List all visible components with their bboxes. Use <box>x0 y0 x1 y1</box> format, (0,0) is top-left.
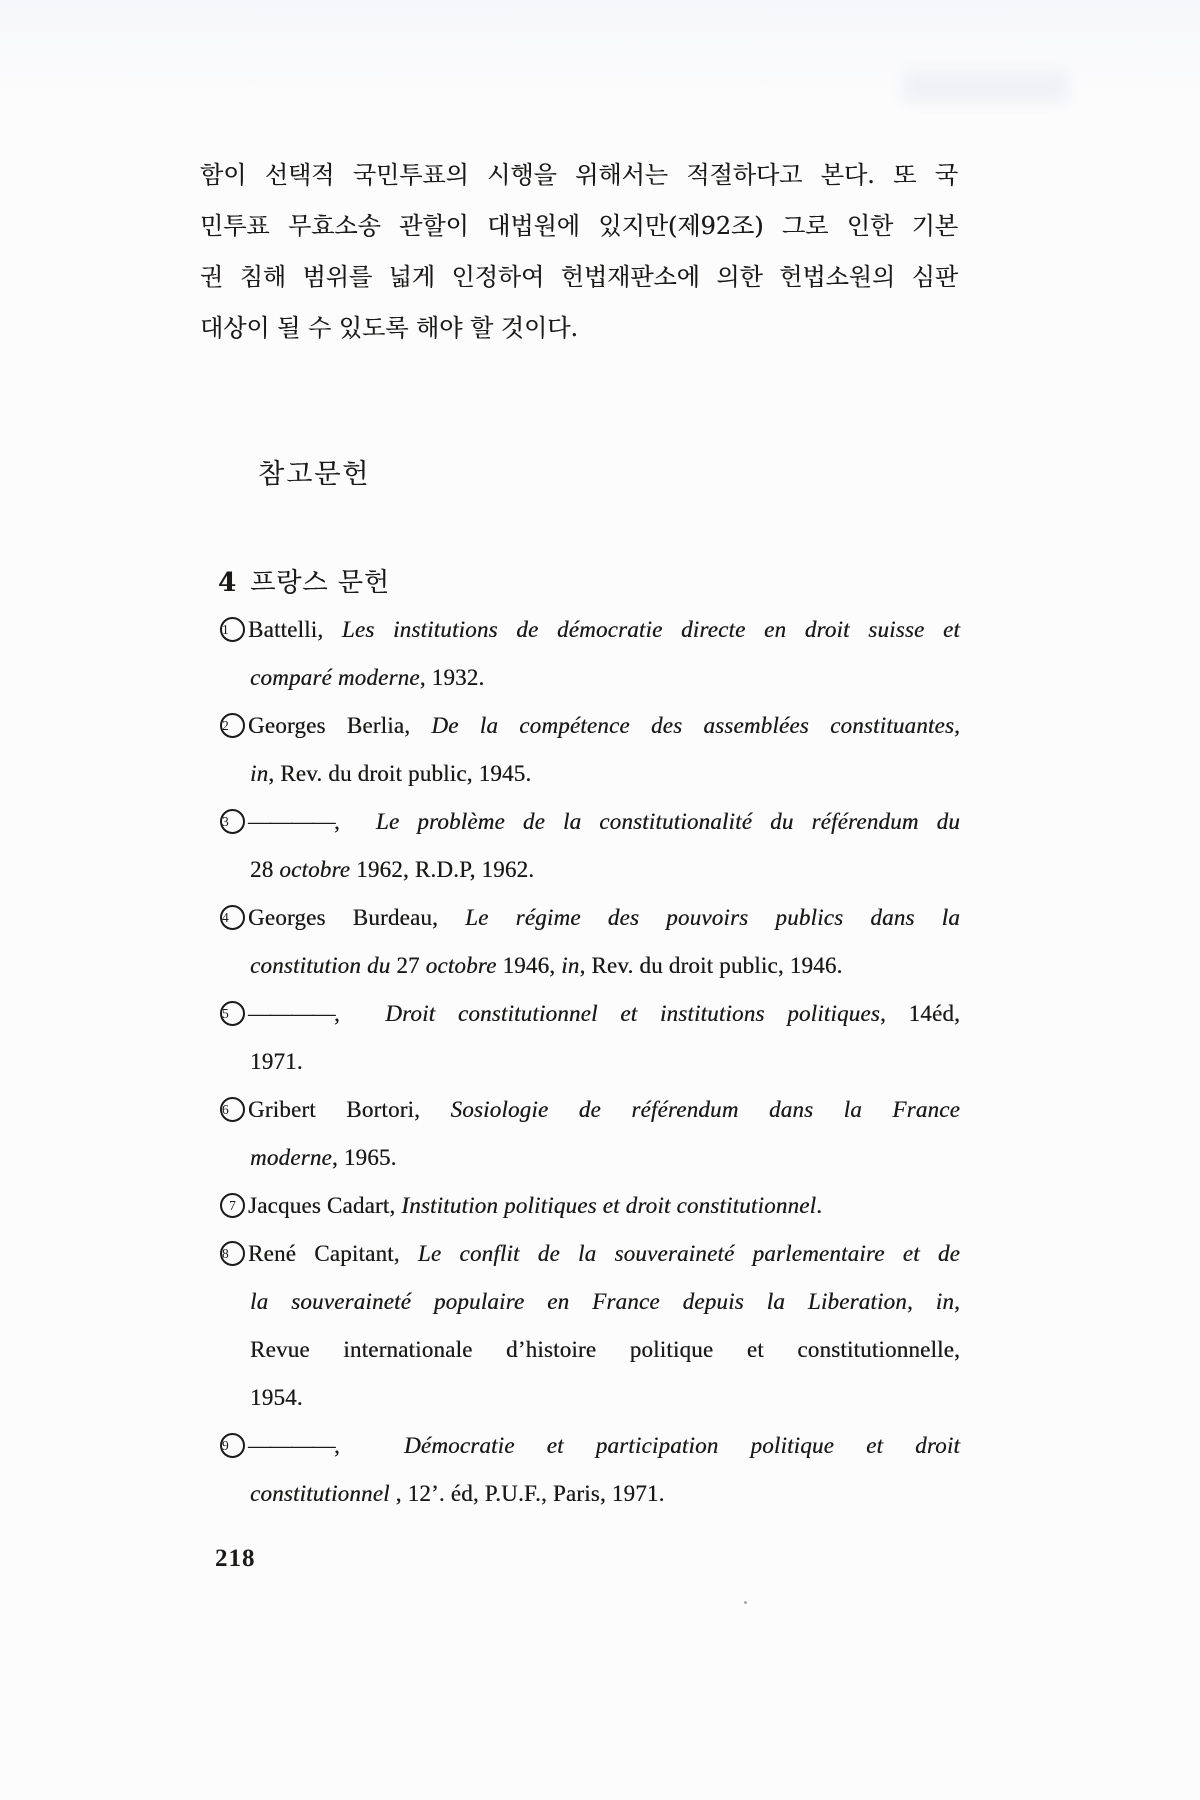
bib-text-segment: Jacques Cadart, <box>248 1193 402 1218</box>
bib-text-segment: octobre <box>279 857 357 882</box>
subheading-label: 프랑스 문헌 <box>250 568 390 598</box>
bib-text-segment: De la compétence des assemblées constituantes, <box>431 713 960 738</box>
bib-text-segment: Le conflit de la souveraineté parlementaire et de <box>417 1241 960 1266</box>
bib-text-segment: , 1932. <box>419 665 485 690</box>
subheading-number: 4 <box>218 568 237 598</box>
bib-text-segment: octobre <box>425 953 503 978</box>
bib-line <box>220 1326 960 1374</box>
item-marker-circle: 9 <box>220 1433 245 1458</box>
bib-text-segment: , 1965. <box>331 1145 397 1170</box>
same-author-dash: ———— <box>248 1433 334 1458</box>
bib-text-segment: Georges Berlia, <box>248 713 432 738</box>
bib-text-segment: . <box>816 1193 823 1218</box>
bib-text-segment: Le régime des pouvoirs publics dans la <box>465 905 960 930</box>
bib-line <box>220 1278 960 1326</box>
bib-text-segment: Droit constitutionnel et institutions politiques <box>385 1001 880 1026</box>
paragraph-line: 함이 선택적 국민투표의 시행을 위해서는 적절하다고 본다. 또 국 <box>200 161 958 189</box>
item-marker-circle: 2 <box>220 713 245 738</box>
bib-text-segment: 27 <box>396 953 426 978</box>
bib-line <box>220 750 960 798</box>
bib-text-segment: in <box>250 761 269 786</box>
bib-line <box>220 846 960 894</box>
bib-text-segment: 1946, <box>502 953 562 978</box>
scan-shade-artifact <box>0 0 1200 110</box>
bib-line <box>220 1134 960 1182</box>
paragraph-line: 민투표 무효소송 관할이 대법원에 있지만(제92조) 그로 인한 기본 <box>200 212 958 240</box>
bib-line <box>220 702 960 750</box>
bib-text-segment: , <box>334 809 376 834</box>
bib-text-segment: constitutionnel <box>250 1481 396 1506</box>
bib-line <box>220 1038 960 1086</box>
bib-text-segment: la souveraineté populaire en France depuis la Liberation, in, <box>250 1289 960 1314</box>
bibliography-list <box>220 606 960 1518</box>
item-marker-circle: 5 <box>220 1001 245 1026</box>
paragraph-line: 권 침해 범위를 넓게 인정하여 헌법재판소에 의한 헌법소원의 심판 <box>200 263 958 291</box>
bib-text-segment: René Capitant, <box>248 1241 418 1266</box>
references-heading: 참고문헌 <box>258 459 371 490</box>
references-subheading <box>218 562 390 599</box>
bib-text-segment: moderne <box>250 1145 332 1170</box>
bib-text-segment: 1962, R.D.P, 1962. <box>356 857 535 882</box>
paragraph-line: 대상이 될 수 있도록 해야 할 것이다. <box>200 314 578 342</box>
item-marker-circle: 8 <box>220 1241 245 1266</box>
bib-text-segment: Institution politiques et droit constitutionnel <box>401 1193 817 1218</box>
scan-speck <box>744 1601 747 1604</box>
bib-text-segment: Gribert Bortori, <box>248 1097 451 1122</box>
item-marker-circle: 1 <box>220 617 245 642</box>
bib-line <box>220 654 960 702</box>
same-author-dash: ———— <box>248 1001 334 1026</box>
bib-text-segment: 28 <box>250 857 280 882</box>
body-paragraph <box>200 150 958 354</box>
bib-text-segment: in <box>561 953 580 978</box>
bib-text-segment: 1971. <box>250 1049 303 1074</box>
bib-line <box>220 1470 960 1518</box>
bib-line <box>220 606 960 654</box>
item-marker-circle: 7 <box>220 1193 245 1218</box>
bib-text-segment: 1954. <box>250 1385 303 1410</box>
bib-text-segment: Georges Burdeau, <box>248 905 466 930</box>
bib-text-segment: constitution du <box>250 953 397 978</box>
bib-text-segment: Battelli, <box>248 617 342 642</box>
bib-line <box>220 1086 960 1134</box>
bib-line <box>220 798 960 846</box>
item-marker-circle: 3 <box>220 809 245 834</box>
bib-line <box>220 1182 960 1230</box>
bib-text-segment: Revue internationale d’histoire politique et constitutionnelle, <box>250 1337 960 1362</box>
same-author-dash: ———— <box>248 809 334 834</box>
item-marker-circle: 6 <box>220 1097 245 1122</box>
bib-text-segment: , Rev. du droit public, 1946. <box>579 953 843 978</box>
bib-line <box>220 1422 960 1470</box>
bib-text-segment: Les institutions de démocratie directe en droit suisse et <box>341 617 961 642</box>
bib-line <box>220 1230 960 1278</box>
bib-text-segment: Sosiologie de référendum dans la France <box>450 1097 960 1122</box>
bib-text-segment: comparé moderne <box>250 665 420 690</box>
bib-text-segment: Le problème de la constitutionalité du référendum du <box>375 809 960 834</box>
page-number: 218 <box>215 1545 256 1572</box>
bib-text-segment: , 12’. éd, P.U.F., Paris, 1971. <box>395 1481 665 1506</box>
bib-text-segment: Démocratie et participation politique et droit <box>404 1433 960 1458</box>
bib-text-segment: , <box>334 1001 386 1026</box>
bib-text-segment: , 14éd, <box>879 1001 960 1026</box>
bib-text-segment: , Rev. du droit public, 1945. <box>268 761 532 786</box>
bib-text-segment: , <box>334 1433 405 1458</box>
bib-line <box>220 894 960 942</box>
bib-line <box>220 990 960 1038</box>
bib-line <box>220 942 960 990</box>
scan-gray-artifact <box>903 70 1068 103</box>
bib-line <box>220 1374 960 1422</box>
item-marker-circle: 4 <box>220 905 245 930</box>
